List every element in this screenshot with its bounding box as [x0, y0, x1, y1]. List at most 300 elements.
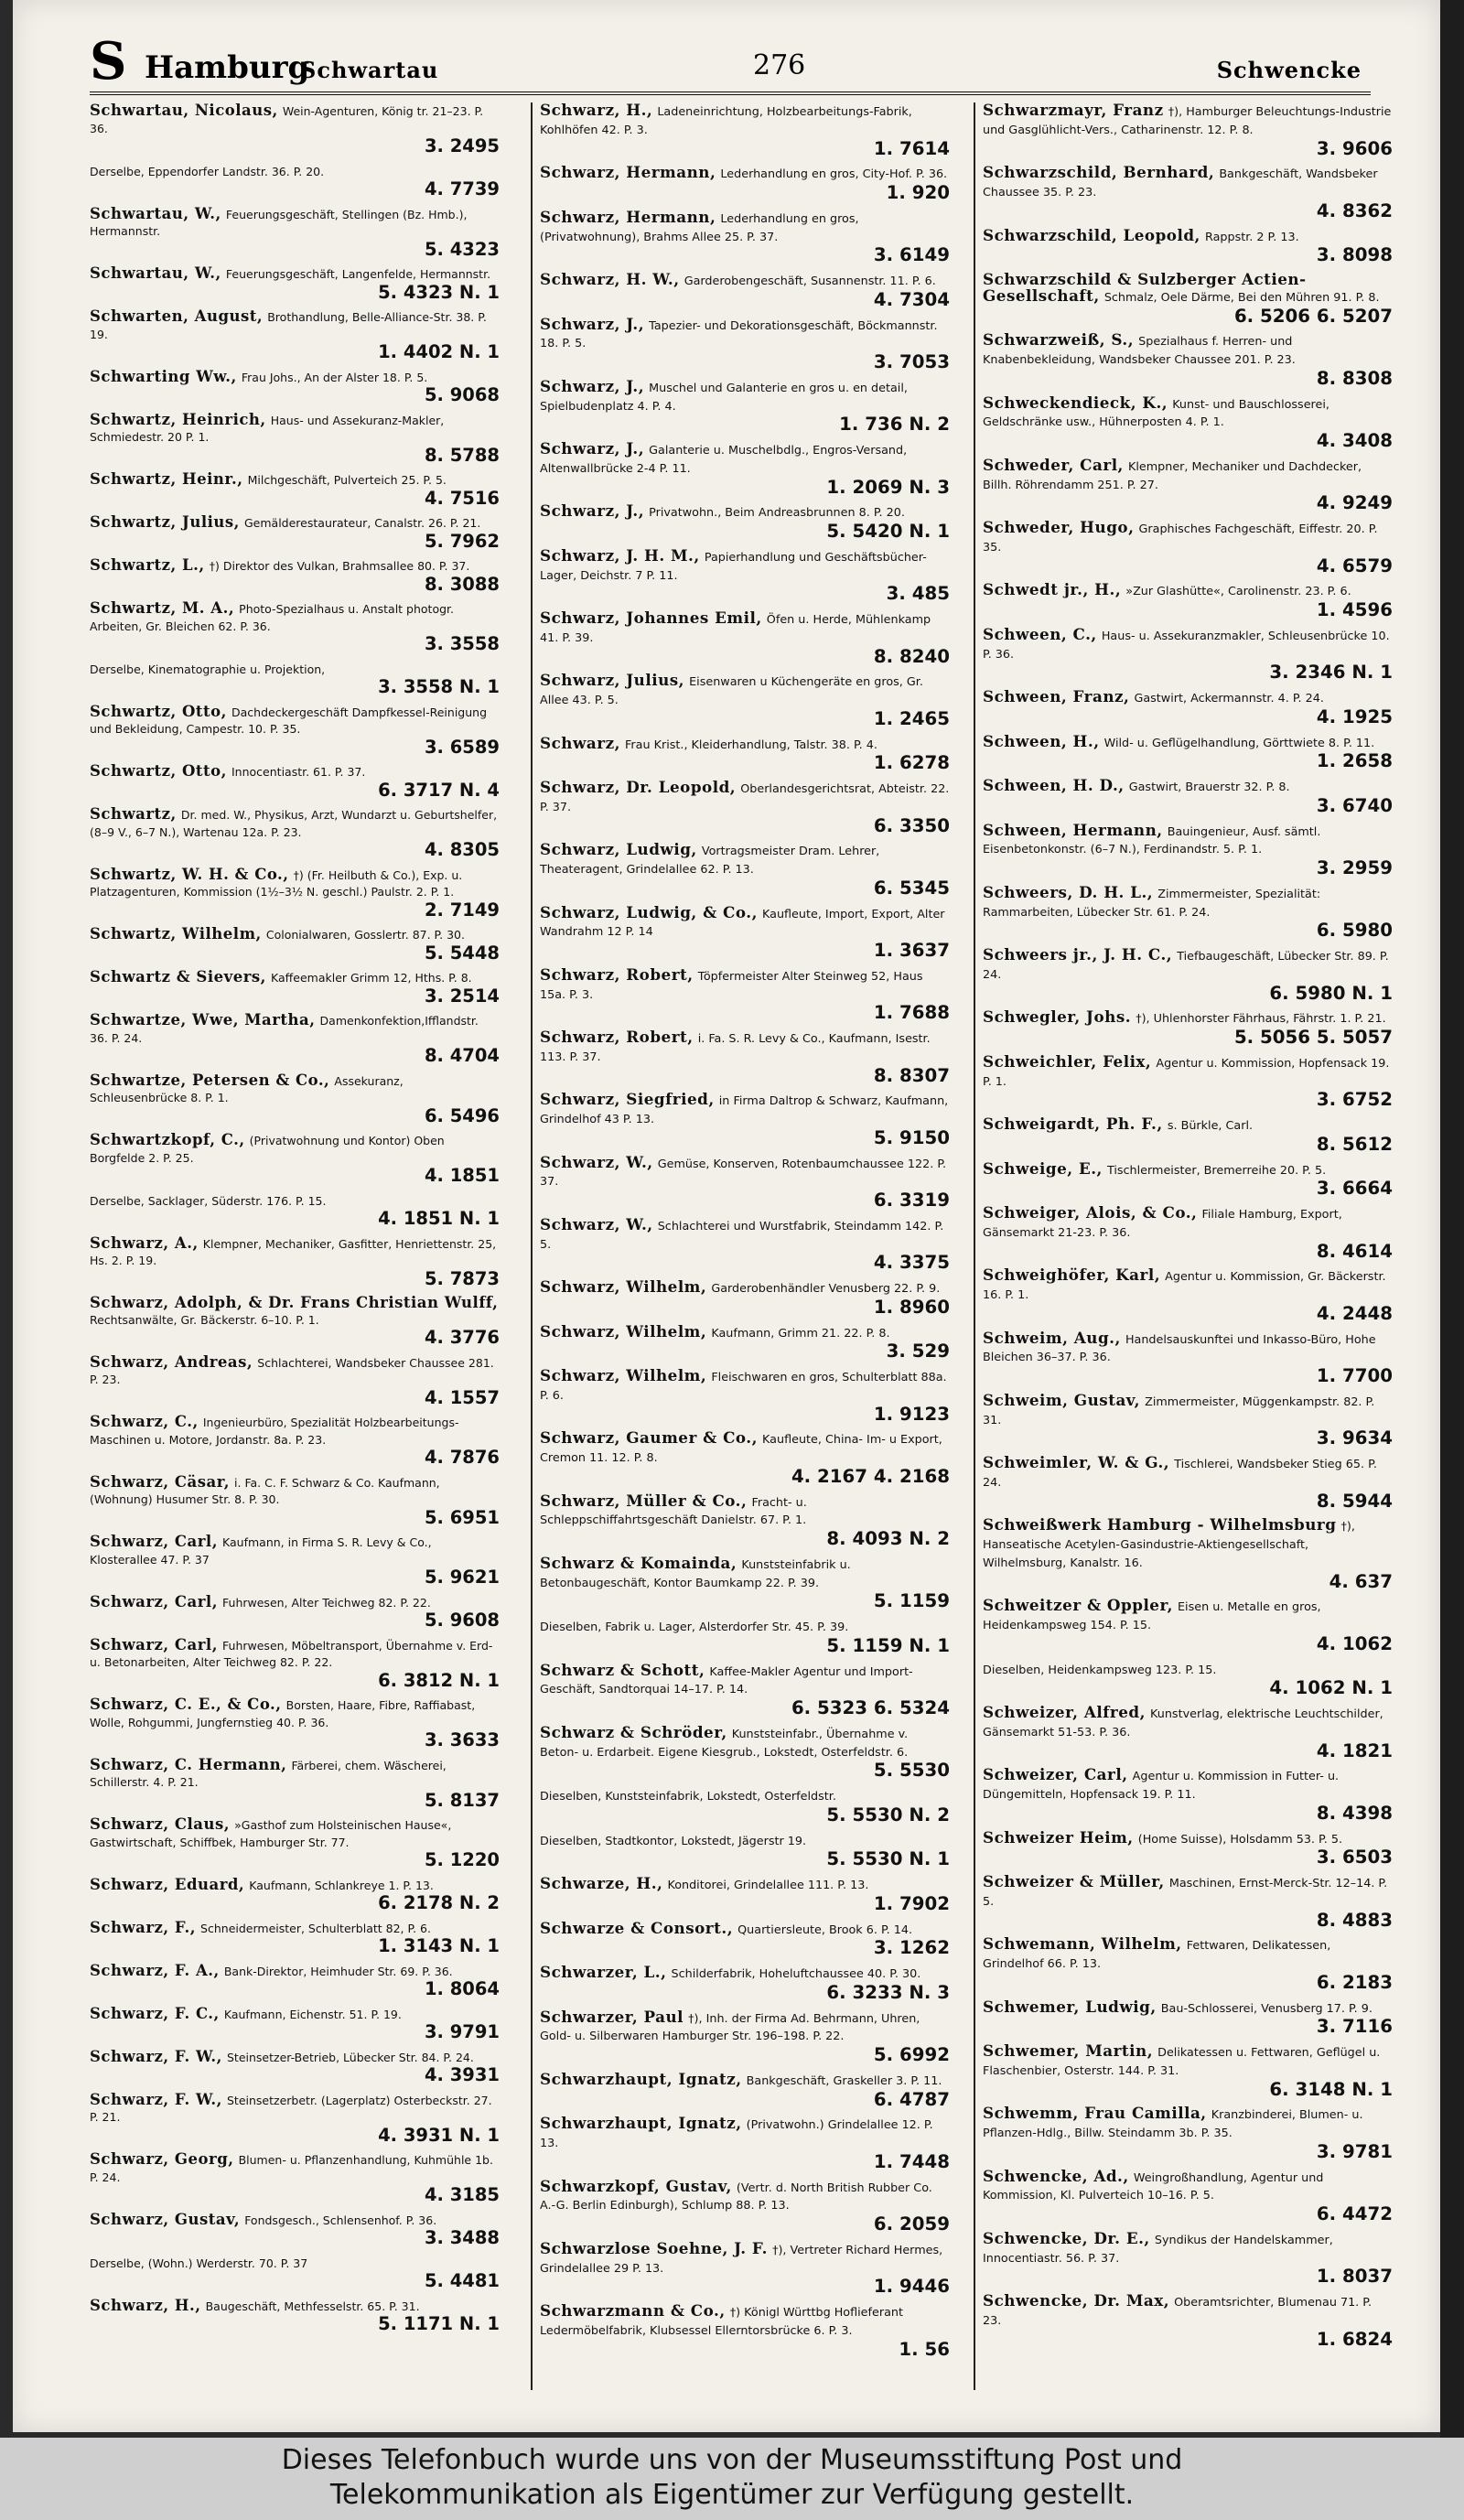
- entry-columns: [90, 102, 1393, 2390]
- entry-details: Fleischwaren en gros, Schulterblatt 88a. P. 6.: [540, 1371, 947, 1403]
- directory-entry: [983, 455, 1393, 514]
- entry-phone: 5. 5530 N. 2: [826, 1804, 950, 1825]
- entry-phone: 5. 5530: [873, 1760, 950, 1782]
- entry-name: Schween, H. D.,: [983, 776, 1125, 794]
- scan-edge: [1440, 0, 1464, 2438]
- entry-details: Lederhandlung en gros, (Privatwohnung), Brahms Allee 25. P. 37.: [540, 211, 859, 244]
- entry-name: Schweers, D. H. L.,: [983, 882, 1154, 901]
- entry-phone: 1. 4596: [1316, 599, 1393, 620]
- entry-details: Konditorei, Grindelallee 111. P. 13.: [667, 1879, 869, 1892]
- directory-entry: [540, 2069, 950, 2110]
- entry-phone: 5. 9150: [873, 1126, 950, 1148]
- entry-name: Schwarzer, L.,: [540, 1963, 667, 1981]
- directory-entry: [90, 1012, 500, 1066]
- entry-details: Syndikus der Handelskammer, Innocentiastr. 56. P. 37.: [983, 2233, 1333, 2266]
- entry-phone: 4. 7516: [424, 487, 500, 509]
- entry-details: Wild- u. Geflügelhandlung, Görttwiete 8. P. 11.: [1103, 736, 1375, 750]
- entry-name: Schwartau, Nicolaus,: [90, 102, 278, 119]
- entry-details: Agentur u. Kommission in Futter- u. Düngemitteln, Hopfensack 19. P. 11.: [983, 1770, 1340, 1802]
- entry-phone: 5. 9608: [424, 1610, 500, 1631]
- entry-phone: 4. 3931: [424, 2064, 500, 2085]
- entry-phone: 3. 6149: [873, 244, 950, 266]
- entry-details: Zimmermeister, Müggenkampstr. 82. P. 31.: [983, 1395, 1375, 1427]
- entry-phone: 4. 1851: [424, 1165, 500, 1186]
- directory-entry: [983, 1999, 1393, 2038]
- directory-entry: [540, 165, 950, 203]
- entry-phone: 8. 8308: [1316, 367, 1393, 389]
- entry-name: Schwarz & Schröder,: [540, 1722, 727, 1741]
- entry-name: Schweizer & Müller,: [983, 1872, 1165, 1890]
- page-number: 276: [753, 49, 806, 81]
- entry-name: Schwarz, C.,: [90, 1413, 199, 1430]
- directory-entry: [540, 1214, 950, 1274]
- directory-entry: [540, 1965, 950, 2003]
- entry-name: Schwarz, Carl,: [90, 1533, 218, 1550]
- entry-phone: 1. 3143 N. 1: [378, 1935, 500, 1956]
- entry-phone: 5. 1171 N. 1: [378, 2313, 500, 2334]
- entry-phone: 6. 4472: [1316, 2203, 1393, 2224]
- entry-details: Dieselben, Fabrik u. Lager, Alsterdorfer Str. 45. P. 39.: [540, 1621, 849, 1634]
- entry-phone: 1. 2658: [1316, 750, 1393, 772]
- entry-name: Schwemann, Wilhelm,: [983, 1934, 1182, 1954]
- entry-phone: 4. 7739: [424, 178, 500, 199]
- directory-entry: [983, 1051, 1393, 1111]
- directory-entry: [983, 2293, 1393, 2349]
- entry-phone: 1. 8037: [1316, 2266, 1393, 2288]
- entry-details: Fuhrwesen, Möbeltransport, Übernahme v. Erd- u. Betonarbeiten, Alter Teichweg 82. P. 22.: [90, 1638, 493, 1669]
- entry-phone: 1. 7448: [873, 2150, 950, 2172]
- entry-details: Galanterie u. Muschelbdlg., Engros-Versand, Altenwallbrücke 2-4 P. 11.: [540, 444, 908, 476]
- entry-phone: 1. 7614: [873, 137, 950, 159]
- entry-phone: 6. 3233 N. 3: [826, 1981, 950, 2003]
- directory-entry: [983, 1205, 1393, 1261]
- entry-details: †), Vertreter Richard Hermes, Grindelallee 29 P. 13.: [540, 2243, 943, 2276]
- directory-entry: [90, 704, 500, 758]
- entry-name: Schweizer, Alfred,: [983, 1703, 1146, 1721]
- directory-entry: [540, 1553, 950, 1612]
- directory-entry: [540, 1660, 950, 1718]
- entry-name: Schwarz, Cäsar,: [90, 1472, 230, 1491]
- entry-name: Schween, Hermann,: [983, 820, 1163, 839]
- entry-name: Schween, H.,: [983, 731, 1100, 750]
- first-entry-word: Schwartau: [300, 57, 439, 83]
- directory-entry: [983, 2228, 1393, 2288]
- entry-name: Schwarz, Hermann,: [540, 207, 716, 226]
- entry-name: Schwartz, Otto,: [90, 762, 227, 780]
- entry-details: Bankgeschäft, Wandsbeker Chaussee 35. P. 23.: [983, 167, 1378, 199]
- entry-name: Schwartz, Julius,: [90, 513, 240, 531]
- entry-details: Derselbe, Kinematographie u. Projektion,: [90, 662, 326, 676]
- directory-entry: [90, 806, 500, 860]
- entry-details: Feuerungsgeschäft, Stellingen (Bz. Hmb.), Hermannstr.: [90, 207, 468, 238]
- section-letter: S: [90, 31, 127, 92]
- entry-details: Maschinen, Ernst-Merck-Str. 12–14. P. 5.: [983, 1877, 1388, 1909]
- entry-phone: 3. 6740: [1316, 794, 1393, 816]
- entry-phone: 1. 7902: [873, 1892, 950, 1914]
- entry-details: (Home Suisse), Holsdamm 53. P. 5.: [1137, 1832, 1343, 1847]
- entry-phone: 3. 9791: [424, 2021, 500, 2042]
- entry-name: Schwarz, Johannes Emil,: [540, 608, 762, 627]
- directory-entry: [983, 689, 1393, 727]
- directory-entry: [983, 165, 1393, 221]
- entry-phone: 5. 6951: [424, 1506, 500, 1528]
- entry-details: Baugeschäft, Methfesselstr. 65. P. 31.: [205, 2299, 420, 2313]
- entry-phone: 5. 7873: [424, 1267, 500, 1289]
- entry-phone: 3. 529: [886, 1341, 950, 1362]
- directory-entry: [540, 314, 950, 372]
- directory-entry: [540, 1787, 950, 1825]
- entry-name: Schweimler, W. & G.,: [983, 1453, 1170, 1471]
- entry-details: Agentur u. Kommission, Gr. Bäckerstr. 16. P. 1.: [983, 1270, 1386, 1302]
- footer-line-2: Telekommunikation als Eigentümer zur Verfügung gestellt.: [329, 2479, 1135, 2511]
- entry-phone: 4. 1062: [1316, 1632, 1393, 1654]
- entry-name: Schweers jr., J. H. C.,: [983, 945, 1173, 964]
- entry-name: Schwarz, Müller & Co.,: [540, 1491, 748, 1510]
- directory-entry: [90, 2212, 500, 2248]
- entry-name: Schweichler, Felix,: [983, 1051, 1152, 1071]
- entry-phone: 4. 9249: [1316, 492, 1393, 514]
- entry-details: †), Inh. der Firma Ad. Behrmann, Uhren, Gold- u. Silberwaren Hamburger Str. 196–198. P. 22.: [540, 2011, 920, 2044]
- entry-phone: 4. 1851 N. 1: [378, 1208, 500, 1229]
- entry-details: Gastwirt, Ackermannstr. 4. P. 24.: [1134, 692, 1324, 705]
- column-2: [531, 102, 950, 2390]
- entry-details: Klempner, Mechaniker und Dachdecker, Billh. Röhrendamm 251. P. 27.: [983, 459, 1362, 492]
- entry-name: Schweiger, Alois, & Co.,: [983, 1203, 1198, 1222]
- entry-phone: 8. 3088: [424, 573, 500, 595]
- directory-entry: [90, 600, 500, 654]
- entry-phone: 3. 3558: [424, 633, 500, 654]
- directory-entry: [983, 1598, 1393, 1653]
- entry-name: Schwarz, F. W.,: [90, 2090, 222, 2108]
- entry-name: Schweim, Gustav,: [983, 1390, 1140, 1409]
- entry-details: Damenkonfektion,Ifflandstr. 36. P. 24.: [90, 1014, 479, 1045]
- directory-entry: [983, 624, 1393, 684]
- entry-phone: 4. 6579: [1316, 555, 1393, 576]
- entry-phone: 4. 3375: [873, 1252, 950, 1274]
- entry-phone: 6. 5345: [873, 877, 950, 899]
- entry-name: Schwegler, Johs.: [983, 1007, 1132, 1027]
- entry-name: Schwarz, J.,: [540, 439, 645, 458]
- entry-details: Haus- u. Assekuranzmakler, Schleusenbrücke 10. P. 36.: [983, 629, 1390, 662]
- entry-name: Schwartz, Wilhelm,: [90, 925, 262, 942]
- entry-name: Schwarz, Gaumer & Co.,: [540, 1428, 758, 1448]
- entry-name: Schwarz,: [540, 733, 620, 752]
- entry-details: Tischlermeister, Bremerreihe 20. P. 5.: [1106, 1163, 1327, 1178]
- entry-name: Schwartz, Heinr.,: [90, 470, 243, 488]
- entry-details: Blumen- u. Pflanzenhandlung, Kuhmühle 1b. P. 24.: [90, 2153, 493, 2184]
- entry-name: Schwartz,: [90, 805, 177, 823]
- entry-phone: 5. 5420 N. 1: [826, 521, 950, 542]
- entry-name: Schweder, Carl,: [983, 455, 1124, 474]
- entry-phone: 6. 3148 N. 1: [1269, 2078, 1393, 2100]
- entry-name: Schwarz, Dr. Leopold,: [540, 778, 737, 796]
- directory-entry: [90, 1132, 500, 1186]
- entry-name: Schwarz, J.,: [540, 501, 645, 521]
- entry-name: Schwartau, W.,: [90, 204, 221, 222]
- entry-details: Schmalz, Oele Därme, Bei den Mühren 91. P. 8.: [1103, 290, 1380, 305]
- entry-details: Ladeneinrichtung, Holzbearbeitungs-Fabrik, Kohlhöfen 42. P. 3.: [540, 105, 912, 137]
- entry-details: Kaufmann, Eichenstr. 51. P. 19.: [223, 2007, 402, 2021]
- entry-phone: 1. 3637: [873, 940, 950, 961]
- entry-details: Muschel und Galanterie en gros u. en detail, Spielbudenplatz 4. P. 4.: [540, 381, 908, 414]
- entry-name: Schwarze, H.,: [540, 1874, 663, 1892]
- entry-details: Gastwirt, Brauerstr 32. P. 8.: [1128, 781, 1290, 794]
- directory-entry: [983, 947, 1393, 1003]
- entry-details: Derselbe, (Wohn.) Werderstr. 70. P. 37: [90, 2256, 308, 2270]
- entry-details: Schilderfabrik, Hoheluftchaussee 40. P. 30.: [671, 1967, 921, 1981]
- entry-phone: 3. 8098: [1316, 244, 1393, 266]
- entry-name: Schweighöfer, Karl,: [983, 1265, 1161, 1285]
- directory-entry: [90, 2092, 500, 2146]
- entry-name: Schwarzschild, Bernhard,: [983, 163, 1215, 182]
- directory-entry: [90, 514, 500, 551]
- entry-phone: 1. 2069 N. 3: [826, 476, 950, 498]
- entry-phone: 5. 9068: [424, 384, 500, 405]
- entry-name: Schwarzschild & Sulzberger Actien-Gesellschaft,: [983, 270, 1307, 305]
- entry-details: Photo-Spezialhaus u. Anstalt photogr. Arbeiten, Gr. Bleichen 62. P. 36.: [90, 602, 455, 633]
- entry-phone: 1. 2465: [873, 707, 950, 729]
- entry-phone: 3. 7053: [873, 351, 950, 372]
- entry-phone: 4. 7876: [424, 1447, 500, 1468]
- entry-phone: 5. 1159 N. 1: [826, 1634, 950, 1656]
- entry-phone: 1. 9123: [873, 1403, 950, 1425]
- entry-phone: 1. 8064: [424, 1978, 500, 1999]
- entry-phone: 3. 3488: [424, 2227, 500, 2248]
- entry-details: Kaufleute, China- Im- u Export, Cremon 11. 12. P. 8.: [540, 1433, 942, 1465]
- entry-details: Assekuranz, Schleusenbrücke 8. P. 1.: [90, 1073, 404, 1104]
- entry-name: Schweckendieck, K.,: [983, 393, 1168, 412]
- entry-name: Schwarz, Siegfried,: [540, 1090, 715, 1109]
- entry-name: Schwencke, Dr. E.,: [983, 2228, 1150, 2247]
- entry-phone: 1. 8960: [873, 1296, 950, 1318]
- entry-name: Schweizer, Carl,: [983, 1765, 1128, 1784]
- entry-phone: 5. 6992: [873, 2044, 950, 2065]
- directory-entry: [983, 1767, 1393, 1823]
- entry-phone: 4. 1557: [424, 1386, 500, 1408]
- entry-details: Feuerungsgeschäft, Langenfelde, Hermannstr.: [225, 267, 491, 281]
- entry-name: Schweim, Aug.,: [983, 1328, 1121, 1347]
- directory-entry: [983, 778, 1393, 816]
- entry-phone: 3. 6664: [1316, 1178, 1393, 1200]
- entry-details: Färberei, chem. Wäscherei, Schillerstr. 4. P. 21.: [90, 1758, 447, 1789]
- entry-name: Schwarzhaupt, Ignatz,: [540, 2069, 742, 2088]
- directory-entry: [90, 661, 500, 697]
- entry-phone: 4. 3931 N. 1: [378, 2124, 500, 2146]
- entry-phone: 4. 2167 4. 2168: [791, 1465, 950, 1487]
- entry-details: Dieselben, Stadtkontor, Lokstedt, Jägerstr 19.: [540, 1834, 807, 1848]
- entry-phone: 6. 2183: [1316, 1971, 1393, 1993]
- entry-name: Schwarz & Schott,: [540, 1660, 705, 1679]
- directory-entry: [90, 1757, 500, 1811]
- entry-name: Schwarzlose Soehne, J. F.: [540, 2238, 768, 2257]
- entry-name: Schwarz, Eduard,: [90, 1875, 245, 1893]
- entry-phone: 1. 56: [899, 2338, 950, 2360]
- entry-name: Schwarz, Carl,: [90, 1592, 218, 1610]
- entry-details: Papierhandlung und Geschäftsbücher-Lager, Deichstr. 7 P. 11.: [540, 550, 927, 583]
- entry-details: Garderobenhändler Venusberg 22. P. 9.: [711, 1282, 941, 1296]
- entry-details: Vortragsmeister Dram. Lehrer, Theateragent, Grindelallee 62. P. 13.: [540, 845, 880, 877]
- entry-details: Haus- und Assekuranz-Makler, Schmiedestr. 20 P. 1.: [90, 413, 445, 444]
- entry-phone: 5. 4323: [424, 238, 500, 260]
- directory-entry: [540, 1368, 950, 1424]
- entry-name: Schwarzweiß, S.,: [983, 330, 1135, 350]
- directory-entry: [90, 1072, 500, 1126]
- entry-name: Schwencke, Ad.,: [983, 2166, 1129, 2185]
- entry-phone: 5. 1159: [873, 1590, 950, 1612]
- entry-details: Kunststeinfabr., Übernahme v. Beton- u. Erdarbeit. Eigene Kiesgrub., Lokstedt, Osterfeldstr. 6.: [540, 1727, 909, 1760]
- entry-details: †) Direktor des Vulkan, Brahmsallee 80. P. 37.: [209, 559, 470, 573]
- entry-name: Schwartz, Otto,: [90, 702, 227, 720]
- entry-phone: 5. 7962: [424, 530, 500, 552]
- entry-details: Klempner, Mechaniker, Gasfitter, Henriettenstr. 25, Hs. 2. P. 19.: [90, 1236, 497, 1267]
- directory-entry: [90, 1963, 500, 1999]
- footer-line-1: Dieses Telefonbuch wurde uns von der Museumsstiftung Post und: [281, 2444, 1183, 2476]
- entry-phone: 3. 9606: [1316, 137, 1393, 159]
- entry-details: (Privatwohn.) Grindelallee 12. P. 13.: [540, 2118, 933, 2150]
- directory-entry: [90, 1594, 500, 1631]
- entry-phone: 4. 3185: [424, 2184, 500, 2205]
- entry-name: Schween, C.,: [983, 624, 1097, 643]
- entry-details: Dieselben, Heidenkampsweg 123. P. 15.: [983, 1663, 1217, 1677]
- directory-entry: [540, 1279, 950, 1318]
- directory-entry: [90, 2298, 500, 2334]
- directory-entry: [540, 1618, 950, 1656]
- directory-entry: [90, 265, 500, 302]
- directory-entry: [540, 102, 950, 158]
- directory-entry: [983, 1936, 1393, 1992]
- entry-name: Schwarz, C. Hermann,: [90, 1755, 287, 1773]
- entry-details: Schlachterei und Wurstfabrik, Steindamm 142. P. 5.: [540, 1219, 944, 1252]
- directory-entry: [540, 1722, 950, 1782]
- directory-entry: [983, 1009, 1393, 1048]
- entry-details: Eisenwaren u Küchengeräte en gros, Gr. Allee 43. P. 5.: [540, 675, 923, 707]
- entry-phone: 8. 4704: [424, 1045, 500, 1066]
- entry-name: Schwarzhaupt, Ignatz,: [540, 2114, 742, 2133]
- entry-name: Schwemer, Ludwig,: [983, 1997, 1157, 2016]
- entry-phone: 6. 4787: [873, 2088, 950, 2110]
- directory-entry: [540, 673, 950, 728]
- entry-details: Agentur u. Kommission, Hopfensack 19. P. 1.: [983, 1056, 1390, 1089]
- entry-phone: 3. 2959: [1316, 857, 1393, 878]
- entry-name: Schwarz, A.,: [90, 1233, 199, 1252]
- entry-phone: 6. 5496: [424, 1104, 500, 1126]
- entry-phone: 8. 4093 N. 2: [826, 1528, 950, 1549]
- entry-phone: 5. 1220: [424, 1849, 500, 1870]
- entry-name: Schweder, Hugo,: [983, 518, 1135, 536]
- directory-entry: [90, 102, 500, 156]
- entry-details: †) (Fr. Heilbuth & Co.), Exp. u. Platzagenturen, Kommission (1½–3½ N. geschl.) Paulstr. 2. P. 1.: [90, 867, 463, 899]
- entry-phone: 3. 3558 N. 1: [378, 676, 500, 697]
- directory-entry: [983, 520, 1393, 576]
- entry-details: Fondsgesch., Schlensenhof. P. 36.: [244, 2213, 437, 2227]
- directory-entry: [983, 395, 1393, 451]
- entry-details: Handelsauskunftei und Inkasso-Büro, Hohe Bleichen 36–37. P. 36.: [983, 1332, 1376, 1365]
- entry-name: Schwartz, W. H. & Co.,: [90, 865, 289, 883]
- entry-name: Schwarz & Komainda,: [540, 1553, 737, 1572]
- entry-name: Schweitzer & Oppler,: [983, 1596, 1173, 1615]
- directory-entry: [983, 2043, 1393, 2099]
- entry-details: Kaufmann, Schlankreye 1. P. 13.: [249, 1878, 434, 1892]
- entry-name: Schwarz, Georg,: [90, 2150, 234, 2168]
- entry-phone: 5. 5448: [424, 942, 500, 964]
- entry-phone: 5. 4481: [424, 2270, 500, 2291]
- directory-entry: [983, 1874, 1393, 1930]
- entry-phone: 3. 2514: [424, 985, 500, 1007]
- entry-name: Schwartzkopf, C.,: [90, 1131, 245, 1148]
- entry-name: Schwarz, C. E., & Co.,: [90, 1696, 282, 1713]
- entry-name: Schwarz, Wilhelm,: [540, 1277, 707, 1296]
- entry-details: Bank-Direktor, Heimhuder Str. 69. P. 36.: [223, 1964, 453, 1978]
- directory-entry: [540, 1152, 950, 1211]
- entry-name: Schweigardt, Ph. F.,: [983, 1115, 1163, 1133]
- entry-details: Frau Krist., Kleiderhandlung, Talstr. 38. P. 4.: [625, 738, 877, 752]
- entry-name: Schwartze, Wwe, Martha,: [90, 1011, 316, 1028]
- entry-details: Tiefbaugeschäft, Lübecker Str. 89. P. 24.: [983, 950, 1389, 982]
- entry-phone: 3. 2346 N. 1: [1269, 662, 1393, 684]
- directory-entry: [90, 1192, 500, 1229]
- directory-entry: [90, 206, 500, 260]
- entry-details: Tischlerei, Wandsbeker Stieg 65. P. 24.: [983, 1458, 1377, 1490]
- directory-entry: [540, 1430, 950, 1486]
- entry-details: Oberamtsrichter, Blumenau 71. P. 23.: [983, 2296, 1372, 2328]
- entry-phone: 3. 2495: [424, 135, 500, 156]
- entry-details: Dachdeckergeschäft Dampfkessel-Reinigung und Bekleidung, Campestr. 10. P. 35.: [90, 705, 488, 736]
- entry-details: Wein-Agenturen, König tr. 21–23. P. 36.: [90, 104, 484, 135]
- directory-entry: [540, 503, 950, 542]
- directory-entry: [983, 1705, 1393, 1761]
- column-1: [90, 102, 500, 2390]
- entry-phone: 4. 7304: [873, 288, 950, 310]
- directory-entry: [540, 842, 950, 898]
- entry-details: Steinsetzer-Betrieb, Lübecker Str. 84. P. 24.: [227, 2050, 474, 2064]
- entry-phone: 8. 4883: [1316, 1909, 1393, 1931]
- entry-details: Garderobengeschäft, Susannenstr. 11. P. 6.: [684, 275, 936, 288]
- entry-details: Derselbe, Eppendorfer Landstr. 36. P. 20.: [90, 164, 325, 178]
- entry-details: Ingenieurbüro, Spezialität Holzbearbeitungs-Maschinen u. Motore, Jordanstr. 8a. P. 23.: [90, 1416, 459, 1447]
- directory-entry: [983, 1390, 1393, 1449]
- directory-entry: [983, 2166, 1393, 2224]
- entry-details: Rappstr. 2 P. 13.: [1204, 230, 1299, 244]
- city-title: Hamburg: [145, 49, 310, 86]
- entry-phone: 1. 4402 N. 1: [378, 341, 500, 362]
- directory-entry: [540, 1092, 950, 1147]
- directory-entry: [540, 272, 950, 310]
- directory-entry: [983, 272, 1393, 326]
- entry-name: Schween, Franz,: [983, 687, 1130, 705]
- directory-entry: [983, 2105, 1393, 2161]
- directory-entry: [90, 412, 500, 466]
- entry-phone: 4. 2448: [1316, 1302, 1393, 1324]
- directory-entry: [90, 369, 500, 405]
- entry-phone: 8. 5944: [1316, 1490, 1393, 1512]
- entry-name: Schwarz, W.,: [540, 1152, 653, 1171]
- directory-entry: [90, 2255, 500, 2291]
- directory-entry: [90, 163, 500, 199]
- entry-details: Fuhrwesen, Alter Teichweg 82. P. 22.: [222, 1595, 431, 1610]
- entry-name: Schweige, E.,: [983, 1158, 1103, 1178]
- entry-name: Schwarzmann & Co.,: [540, 2301, 726, 2320]
- entry-details: Öfen u. Herde, Mühlenkamp 41. P. 39.: [540, 613, 931, 645]
- directory-entry: [540, 2009, 950, 2065]
- entry-phone: 8. 5612: [1316, 1133, 1393, 1155]
- directory-entry: [983, 102, 1393, 158]
- entry-details: (Privatwohnung und Kontor) Oben Borgfelde 2. P. 25.: [90, 1134, 445, 1165]
- directory-entry: [983, 225, 1393, 266]
- entry-phone: 5. 8137: [424, 1789, 500, 1811]
- directory-entry: [90, 1414, 500, 1468]
- directory-entry: [540, 1321, 950, 1362]
- last-entry-word: Schwencke: [1216, 57, 1362, 83]
